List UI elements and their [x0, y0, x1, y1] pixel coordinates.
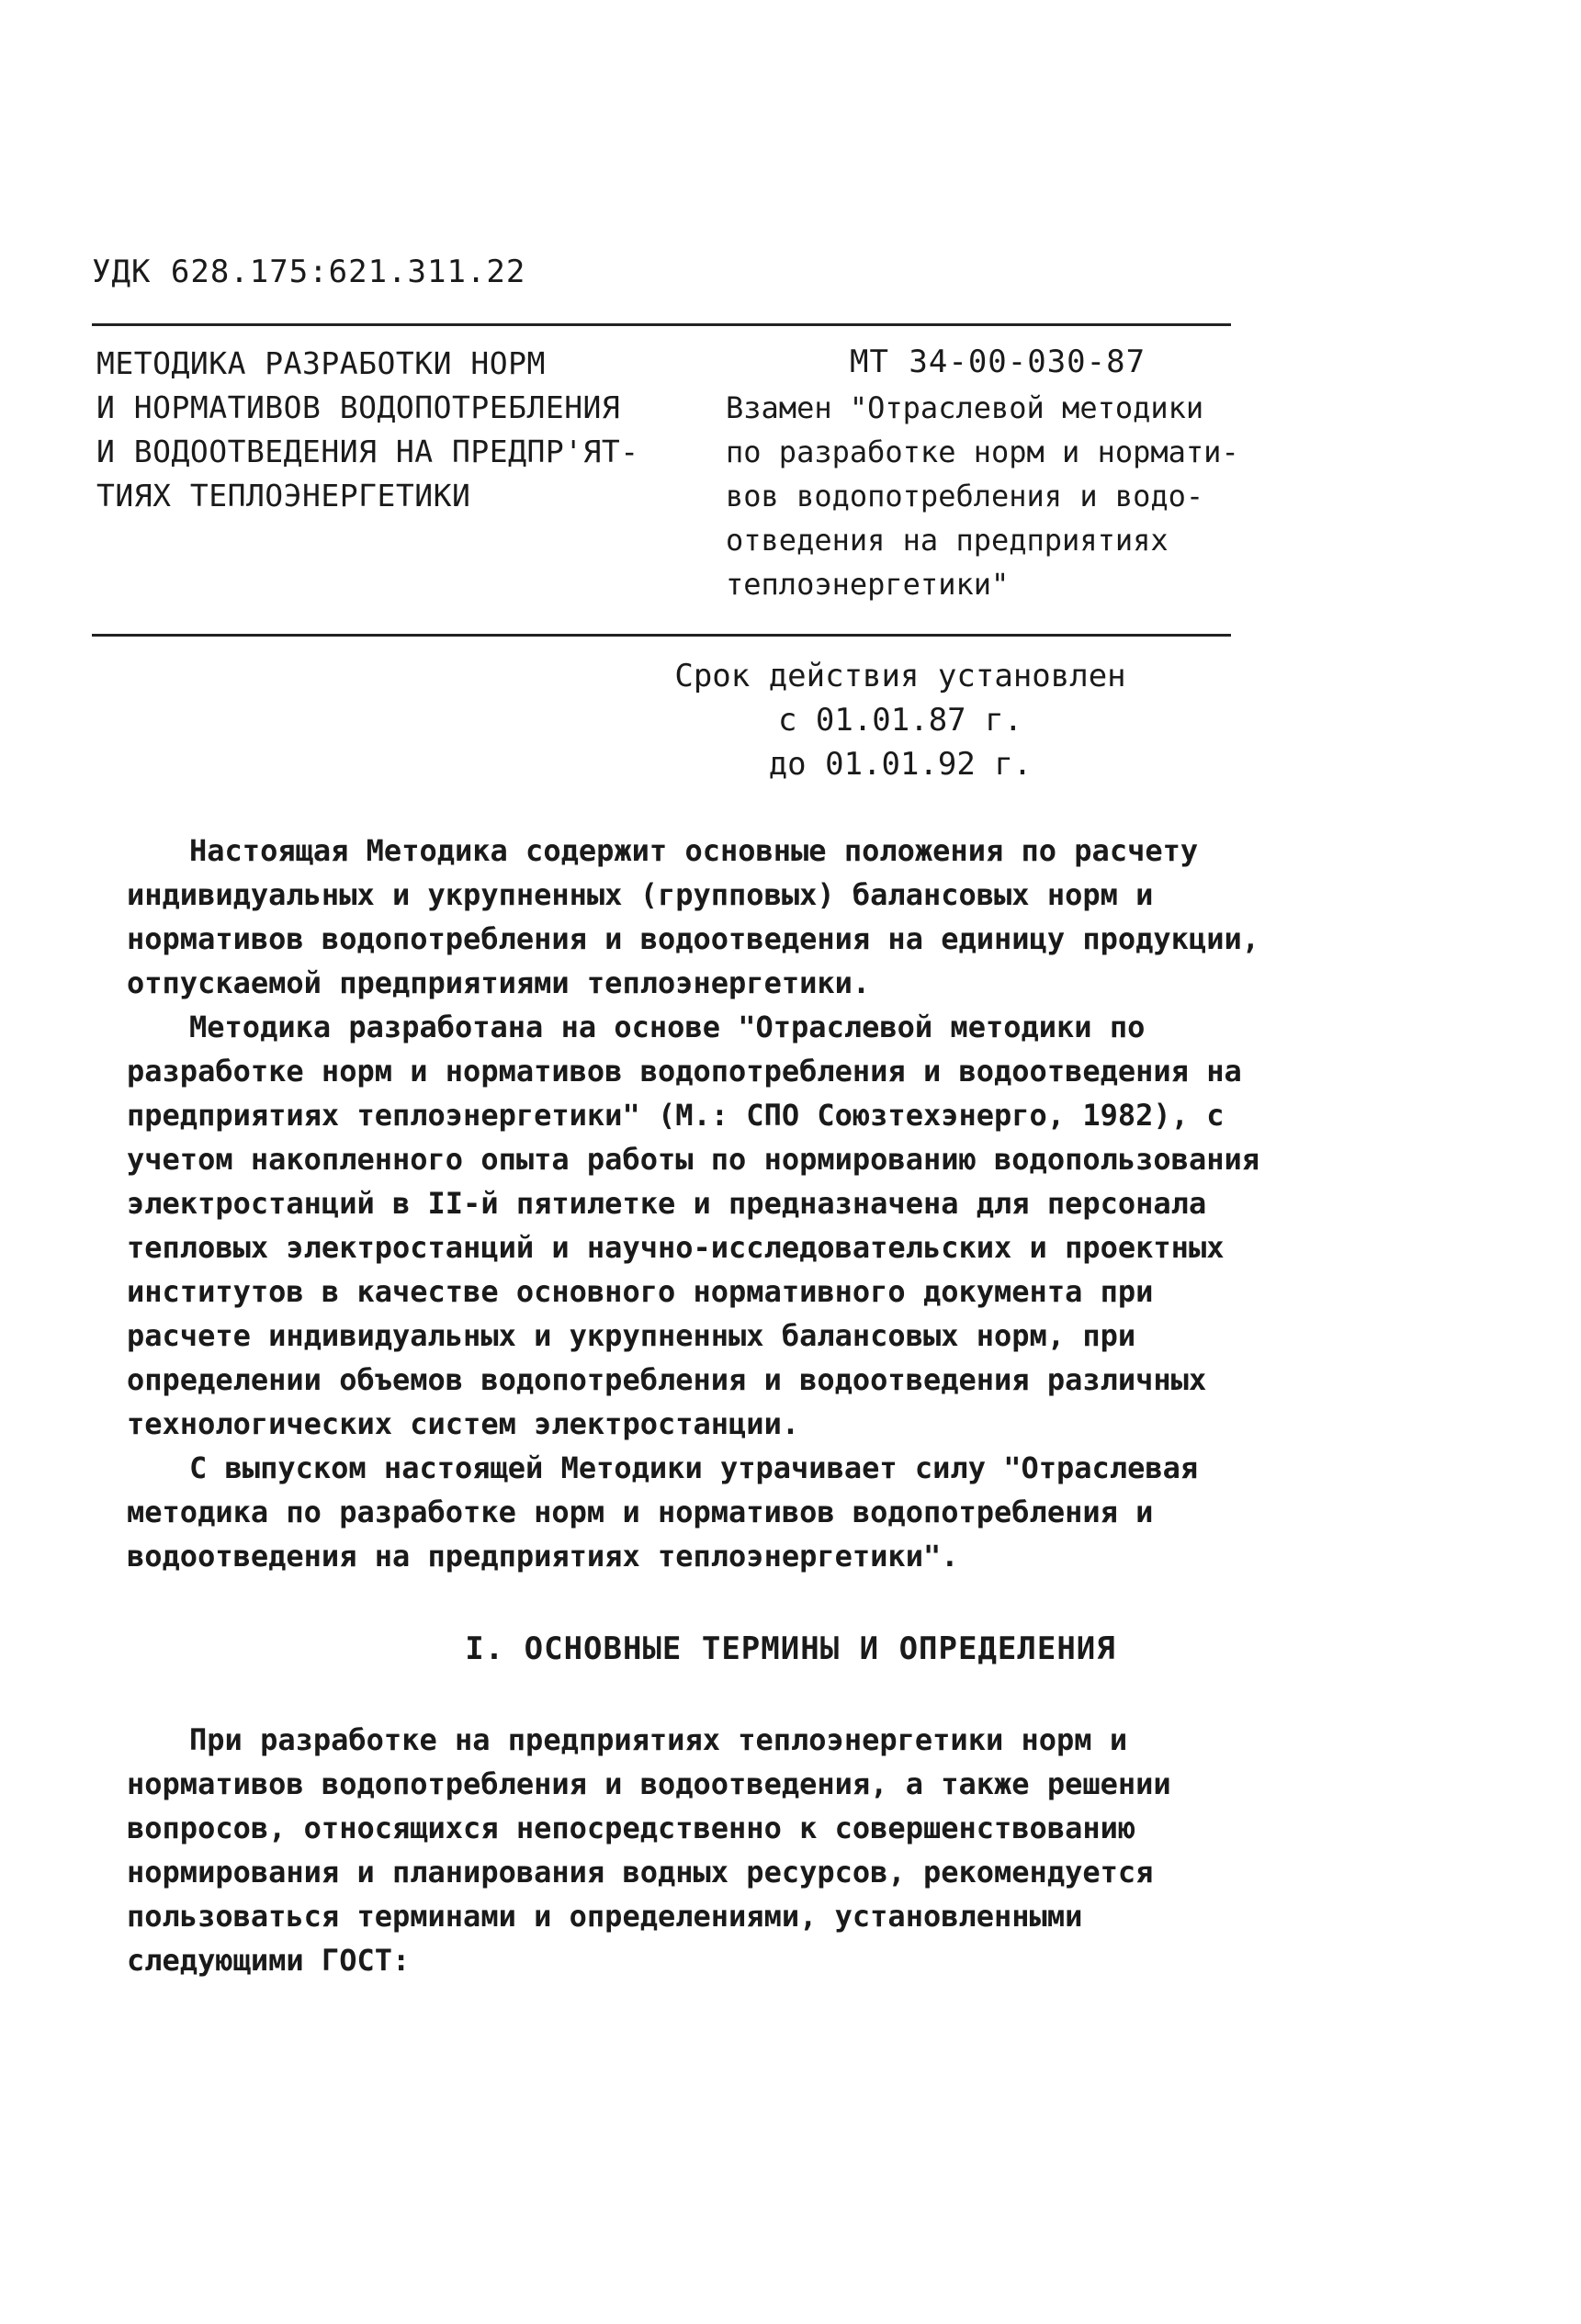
- validity-period: [643, 654, 1158, 786]
- top-divider: [92, 323, 1231, 326]
- validity-from: с 01.01.87 г.: [777, 702, 1023, 739]
- replacement-line: теплоэнергетики": [726, 567, 1010, 602]
- replacement-line: отведения на предприятиях: [726, 523, 1169, 558]
- document-code: МТ 34-00-030-87: [850, 344, 1146, 380]
- paragraph: При разработке на предприятиях теплоэнергетики норм и нормативов водопотребления и водоотведения, а также решении вопросов, относящихся непосредственно к совершенствованию нормирования и планирования водных ресурсов, рекомендуется пользоваться терминами и определениями, установленными следующими ГОСТ:: [127, 1722, 1171, 1978]
- validity-to: до 01.01.92 г.: [768, 746, 1033, 783]
- intro-text: [127, 829, 1266, 1578]
- title-line: И ВОДООТВЕДЕНИЯ НА ПРЕДПР'ЯТ-: [96, 434, 639, 469]
- title-line: МЕТОДИКА РАЗРАБОТКИ НОРМ: [96, 345, 546, 381]
- section-text: [127, 1718, 1266, 1982]
- title-line: И НОРМАТИВОВ ВОДОПОТРЕБЛЕНИЯ: [96, 389, 621, 425]
- title-line: ТИЯХ ТЕПЛОЭНЕРГЕТИКИ: [96, 478, 471, 513]
- replacement-line: вов водопотребления и водо-: [726, 479, 1204, 513]
- udc-code: УДК 628.175:621.311.22: [92, 254, 526, 290]
- paragraph: С выпуском настоящей Методики утрачивает силу "Отраслевая методика по разработке норм и нормативов водопотребления и водоотведения на предприятиях теплоэнергетики".: [127, 1450, 1199, 1574]
- paragraph: Методика разработана на основе "Отраслевой методики по разработке норм и нормативов водопотребления и водоотведения на предприятиях теплоэнергетики" (М.: СПО Союзтехэнерго, 1982), с учетом накопленного опыта работы по нормированию водопользования электростанций в II-й пятилетке и предназначена для персонала тепловых электростанций и научно-исследовательских и проектных институтов в качестве основного нормативного документа при расчете индивидуальных и укрупненных балансовых норм, при определении объемов водопотребления и водоотведения различных технологических систем электростанции.: [127, 1010, 1259, 1441]
- validity-line: Срок действия установлен: [674, 658, 1126, 694]
- middle-divider: [92, 634, 1231, 637]
- replacement-note: [726, 386, 1240, 606]
- section-heading: I. ОСНОВНЫЕ ТЕРМИНЫ И ОПРЕДЕЛЕНИЯ: [465, 1630, 1116, 1667]
- replacement-line: по разработке норм и нормати-: [726, 434, 1239, 469]
- replacement-line: Взамен "Отраслевой методики: [726, 390, 1204, 425]
- paragraph: Настоящая Методика содержит основные положения по расчету индивидуальных и укрупненных (групповых) балансовых норм и нормативов водопотребления и водоотведения на единицу продукции, отпускаемой предприятиями теплоэнергетики.: [127, 833, 1259, 1000]
- document-title: [96, 342, 684, 518]
